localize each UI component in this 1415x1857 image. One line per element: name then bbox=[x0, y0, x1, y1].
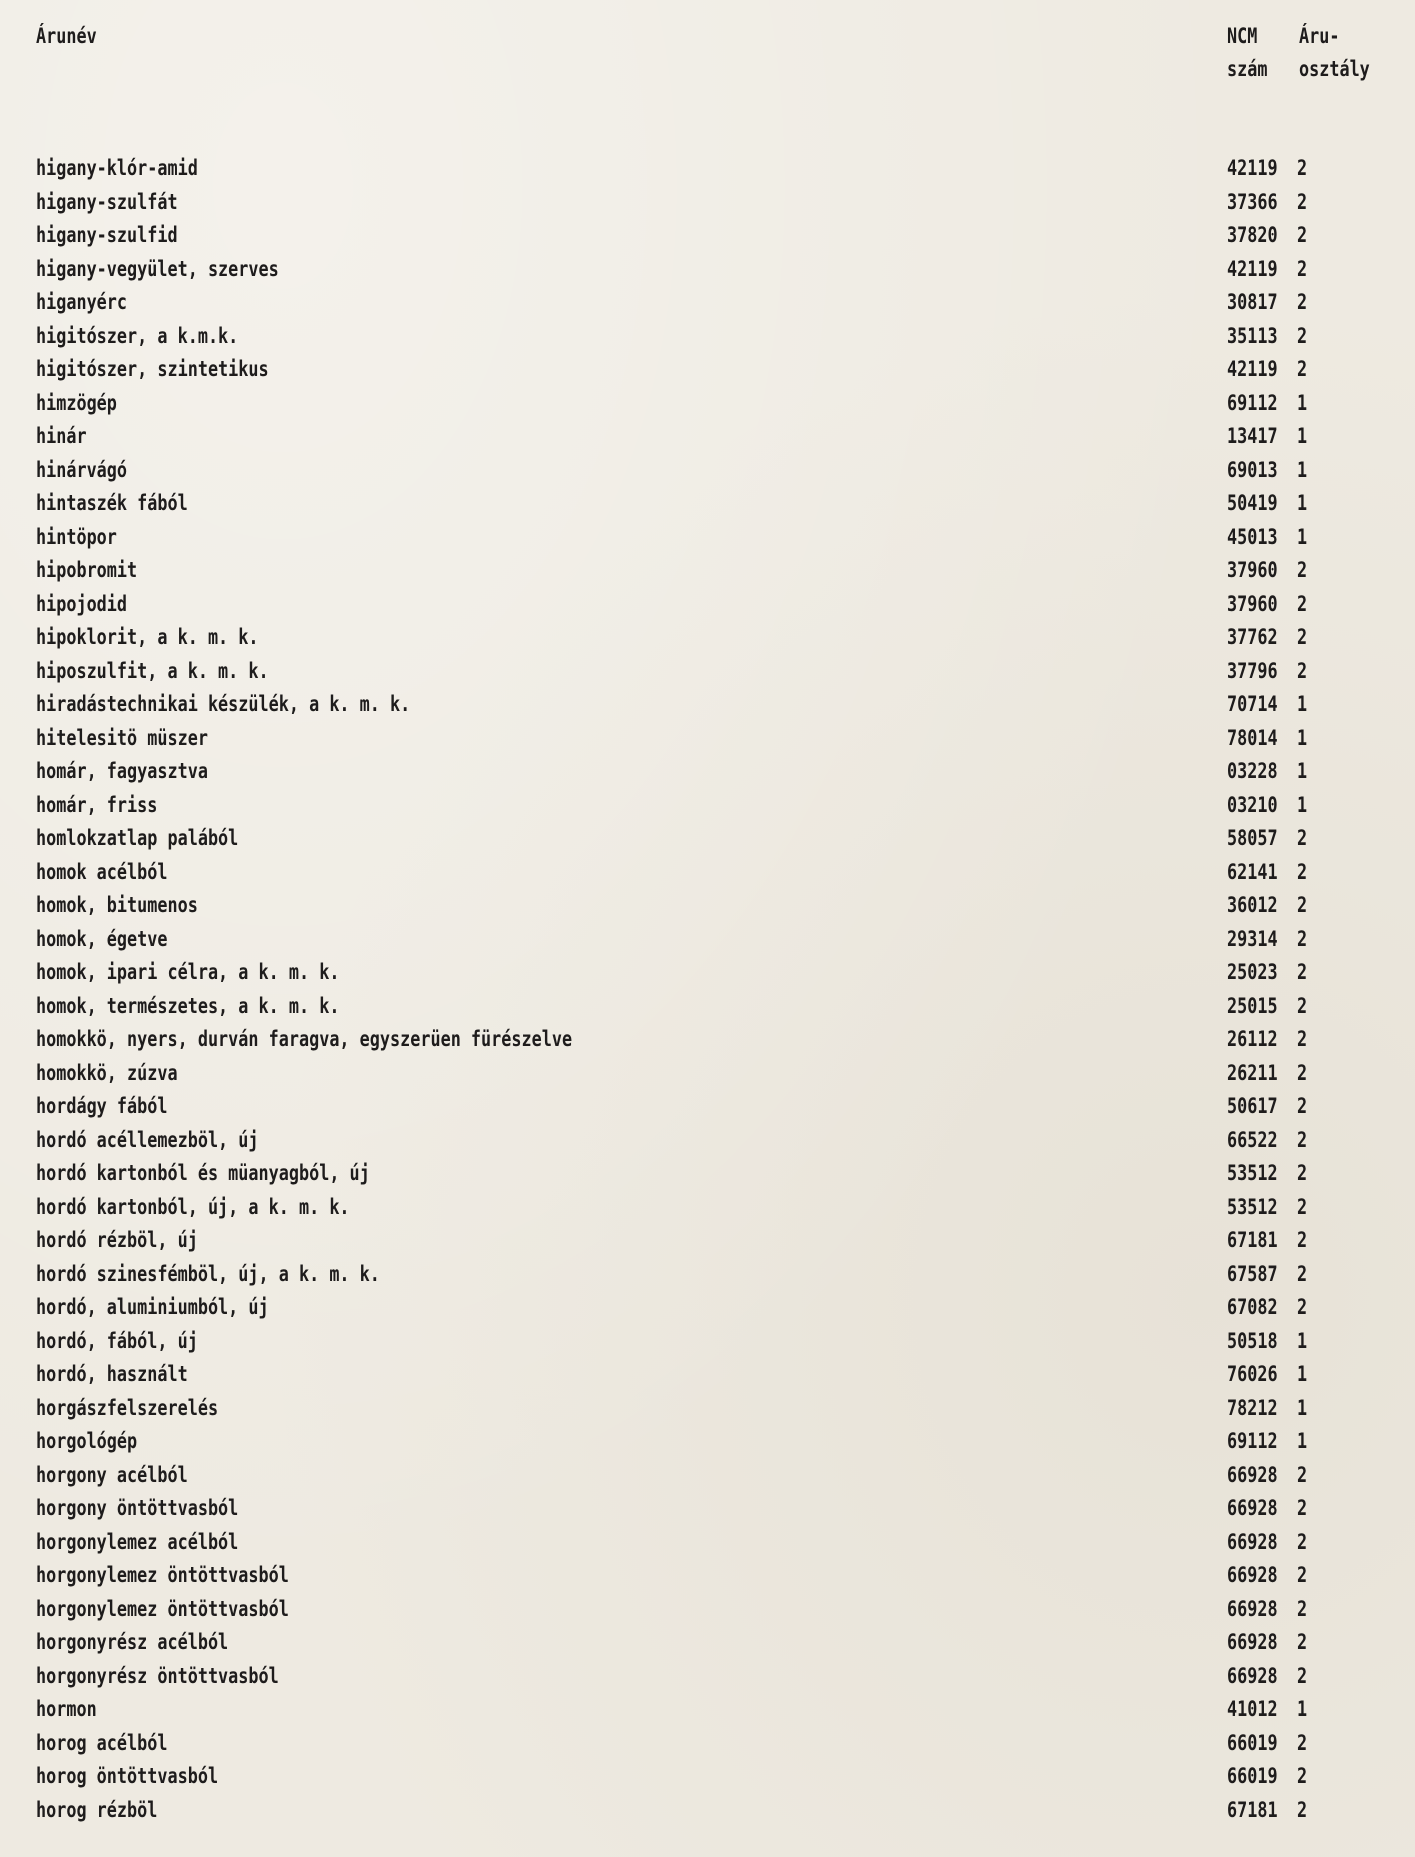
product-class: 2 bbox=[1297, 1563, 1308, 1587]
list-item bbox=[0, 1124, 1415, 1158]
ncm-number: 42119 bbox=[1227, 357, 1278, 381]
product-class: 2 bbox=[1297, 926, 1308, 951]
product-name: horgony öntöttvasból bbox=[36, 1496, 239, 1520]
list-item bbox=[0, 990, 1415, 1024]
list-item bbox=[0, 1258, 1415, 1292]
product-class: 2 bbox=[1297, 625, 1308, 649]
list-item bbox=[0, 923, 1415, 957]
product-class: 1 bbox=[1297, 491, 1308, 515]
ncm-number: 66928 bbox=[1227, 1563, 1278, 1587]
ncm-number: 66019 bbox=[1227, 1764, 1278, 1788]
ncm-number: 67082 bbox=[1227, 1295, 1278, 1319]
ncm-number: 26211 bbox=[1227, 1060, 1278, 1085]
list-item bbox=[0, 1057, 1415, 1091]
product-name: homok, égetve bbox=[36, 926, 168, 951]
list-item bbox=[0, 655, 1415, 689]
product-class: 2 bbox=[1297, 1797, 1308, 1822]
product-class: 1 bbox=[1297, 424, 1308, 448]
product-name: homok acélból bbox=[36, 859, 168, 884]
product-class: 2 bbox=[1297, 1529, 1308, 1554]
product-name: hinár bbox=[36, 424, 87, 448]
product-class: 2 bbox=[1297, 156, 1308, 180]
product-class: 2 bbox=[1297, 256, 1308, 281]
product-name: himzögép bbox=[36, 390, 117, 415]
ncm-number: 03228 bbox=[1227, 759, 1278, 783]
product-class: 2 bbox=[1297, 1060, 1308, 1085]
list-item bbox=[0, 1693, 1415, 1727]
product-class: 1 bbox=[1297, 457, 1308, 482]
list-item bbox=[0, 621, 1415, 655]
product-class: 2 bbox=[1297, 1630, 1308, 1654]
product-name: hordó, használt bbox=[36, 1362, 188, 1386]
product-class: 1 bbox=[1297, 725, 1308, 750]
product-name: hormon bbox=[36, 1697, 97, 1721]
product-class: 2 bbox=[1297, 859, 1308, 884]
product-name: higitószer, a k.m.k. bbox=[36, 323, 239, 348]
list-item bbox=[0, 755, 1415, 789]
product-class: 2 bbox=[1297, 223, 1308, 247]
product-class: 2 bbox=[1297, 1261, 1308, 1286]
ncm-number: 66928 bbox=[1227, 1630, 1278, 1654]
list-item bbox=[0, 1794, 1415, 1828]
product-class: 1 bbox=[1297, 692, 1308, 716]
column-header-class bbox=[1299, 20, 1370, 86]
list-item bbox=[0, 1459, 1415, 1493]
ncm-number: 13417 bbox=[1227, 424, 1278, 448]
ncm-number: 53512 bbox=[1227, 1161, 1278, 1185]
product-name: hipobromit bbox=[36, 558, 138, 582]
product-name: hordó, aluminiumból, új bbox=[36, 1295, 269, 1319]
ncm-number: 67587 bbox=[1227, 1261, 1278, 1286]
list-item bbox=[0, 1660, 1415, 1694]
list-item bbox=[0, 1358, 1415, 1392]
ncm-number: 42119 bbox=[1227, 156, 1278, 180]
product-name: horgonylemez acélból bbox=[36, 1529, 239, 1554]
product-name: hordó rézböl, új bbox=[36, 1228, 198, 1252]
list-item bbox=[0, 1291, 1415, 1325]
list-item bbox=[0, 186, 1415, 220]
ncm-number: 26112 bbox=[1227, 1027, 1278, 1051]
product-name: horgonyrész öntöttvasból bbox=[36, 1663, 279, 1688]
product-list bbox=[0, 152, 1415, 1827]
product-class: 2 bbox=[1297, 1127, 1308, 1152]
ncm-number: 78014 bbox=[1227, 725, 1278, 750]
product-name: homok, bitumenos bbox=[36, 893, 198, 917]
list-item bbox=[0, 420, 1415, 454]
list-item bbox=[0, 1224, 1415, 1258]
product-class: 1 bbox=[1297, 390, 1308, 415]
ncm-number: 62141 bbox=[1227, 859, 1278, 884]
column-header-class-line2: osztály bbox=[1299, 57, 1370, 81]
product-class: 2 bbox=[1297, 960, 1308, 984]
list-item bbox=[0, 1626, 1415, 1660]
ncm-number: 66928 bbox=[1227, 1529, 1278, 1554]
product-class: 2 bbox=[1297, 1295, 1308, 1319]
product-class: 2 bbox=[1297, 1094, 1308, 1118]
product-name: higitószer, szintetikus bbox=[36, 357, 269, 381]
ncm-number: 58057 bbox=[1227, 826, 1278, 850]
list-item bbox=[0, 856, 1415, 890]
column-header-ncm-line1: NCM bbox=[1227, 24, 1258, 48]
ncm-number: 70714 bbox=[1227, 692, 1278, 716]
ncm-number: 66019 bbox=[1227, 1730, 1278, 1755]
product-name: higany-szulfát bbox=[36, 189, 178, 214]
list-item bbox=[0, 521, 1415, 555]
product-class: 1 bbox=[1297, 524, 1308, 549]
ncm-number: 25015 bbox=[1227, 993, 1278, 1018]
product-name: higanyérc bbox=[36, 290, 128, 314]
ncm-number: 78212 bbox=[1227, 1395, 1278, 1420]
list-item bbox=[0, 822, 1415, 856]
list-item bbox=[0, 1760, 1415, 1794]
ncm-number: 37960 bbox=[1227, 558, 1278, 582]
product-name: horgonylemez öntöttvasból bbox=[36, 1563, 289, 1587]
list-item bbox=[0, 588, 1415, 622]
list-item bbox=[0, 1727, 1415, 1761]
product-name: hordó, fából, új bbox=[36, 1328, 198, 1353]
product-class: 2 bbox=[1297, 1596, 1308, 1621]
product-class: 1 bbox=[1297, 1362, 1308, 1386]
list-item bbox=[0, 1425, 1415, 1459]
list-item bbox=[0, 253, 1415, 287]
ncm-number: 66522 bbox=[1227, 1127, 1278, 1152]
ncm-number: 66928 bbox=[1227, 1596, 1278, 1621]
product-class: 2 bbox=[1297, 658, 1308, 683]
list-item bbox=[0, 353, 1415, 387]
product-name: hipoklorit, a k. m. k. bbox=[36, 625, 259, 649]
list-item bbox=[0, 1325, 1415, 1359]
product-name: homok, ipari célra, a k. m. k. bbox=[36, 960, 340, 984]
product-class: 2 bbox=[1297, 1663, 1308, 1688]
product-class: 2 bbox=[1297, 1161, 1308, 1185]
product-name: horog öntöttvasból bbox=[36, 1764, 219, 1788]
product-class: 2 bbox=[1297, 290, 1308, 314]
ncm-number: 67181 bbox=[1227, 1797, 1278, 1822]
product-class: 2 bbox=[1297, 558, 1308, 582]
product-class: 1 bbox=[1297, 759, 1308, 783]
list-item bbox=[0, 1392, 1415, 1426]
ncm-number: 66928 bbox=[1227, 1663, 1278, 1688]
list-item bbox=[0, 1526, 1415, 1560]
ncm-number: 69013 bbox=[1227, 457, 1278, 482]
ncm-number: 37762 bbox=[1227, 625, 1278, 649]
list-item bbox=[0, 487, 1415, 521]
list-item bbox=[0, 152, 1415, 186]
list-item bbox=[0, 219, 1415, 253]
product-name: horgony acélból bbox=[36, 1462, 188, 1487]
ncm-number: 36012 bbox=[1227, 893, 1278, 917]
list-item bbox=[0, 1559, 1415, 1593]
product-class: 1 bbox=[1297, 1395, 1308, 1420]
product-class: 1 bbox=[1297, 1429, 1308, 1453]
ncm-number: 30817 bbox=[1227, 290, 1278, 314]
ncm-number: 76026 bbox=[1227, 1362, 1278, 1386]
product-class: 1 bbox=[1297, 1697, 1308, 1721]
ncm-number: 66928 bbox=[1227, 1496, 1278, 1520]
product-class: 2 bbox=[1297, 826, 1308, 850]
product-name: homokkö, zúzva bbox=[36, 1060, 178, 1085]
list-item bbox=[0, 454, 1415, 488]
product-class: 2 bbox=[1297, 591, 1308, 616]
product-class: 2 bbox=[1297, 1194, 1308, 1219]
ncm-number: 69112 bbox=[1227, 1429, 1278, 1453]
product-name: homokkö, nyers, durván faragva, egyszerüen fürészelve bbox=[36, 1027, 573, 1051]
product-name: higany-szulfid bbox=[36, 223, 178, 247]
product-name: homok, természetes, a k. m. k. bbox=[36, 993, 340, 1018]
product-class: 2 bbox=[1297, 189, 1308, 214]
list-item bbox=[0, 889, 1415, 923]
product-class: 2 bbox=[1297, 1462, 1308, 1487]
column-header-class-line1: Áru- bbox=[1299, 24, 1340, 48]
column-header-name: Árunév bbox=[36, 24, 97, 48]
list-item bbox=[0, 722, 1415, 756]
ncm-number: 37820 bbox=[1227, 223, 1278, 247]
product-name: hiposzulfit, a k. m. k. bbox=[36, 658, 269, 683]
product-class: 1 bbox=[1297, 1328, 1308, 1353]
ncm-number: 37960 bbox=[1227, 591, 1278, 616]
ncm-number: 41012 bbox=[1227, 1697, 1278, 1721]
list-item bbox=[0, 956, 1415, 990]
ncm-number: 37796 bbox=[1227, 658, 1278, 683]
list-item bbox=[0, 554, 1415, 588]
list-item bbox=[0, 1191, 1415, 1225]
product-name: higany-vegyület, szerves bbox=[36, 256, 279, 281]
product-name: horgonyrész acélból bbox=[36, 1630, 229, 1654]
product-name: hintöpor bbox=[36, 524, 117, 549]
product-class: 2 bbox=[1297, 323, 1308, 348]
product-name: horgonylemez öntöttvasból bbox=[36, 1596, 289, 1621]
list-item bbox=[0, 1157, 1415, 1191]
ncm-number: 29314 bbox=[1227, 926, 1278, 951]
product-name: hordó kartonból és müanyagból, új bbox=[36, 1161, 370, 1185]
product-name: hipojodid bbox=[36, 591, 128, 616]
list-item bbox=[0, 1023, 1415, 1057]
ncm-number: 42119 bbox=[1227, 256, 1278, 281]
ncm-number: 69112 bbox=[1227, 390, 1278, 415]
product-name: higany-klór-amid bbox=[36, 156, 198, 180]
product-class: 2 bbox=[1297, 357, 1308, 381]
list-item bbox=[0, 286, 1415, 320]
product-name: homár, friss bbox=[36, 792, 158, 817]
product-name: hordó acéllemezböl, új bbox=[36, 1127, 259, 1152]
ncm-number: 50617 bbox=[1227, 1094, 1278, 1118]
product-name: horog rézböl bbox=[36, 1797, 158, 1822]
list-item bbox=[0, 387, 1415, 421]
ncm-number: 67181 bbox=[1227, 1228, 1278, 1252]
product-name: hordó kartonból, új, a k. m. k. bbox=[36, 1194, 350, 1219]
list-item bbox=[0, 1492, 1415, 1526]
product-class: 2 bbox=[1297, 1764, 1308, 1788]
list-item bbox=[0, 688, 1415, 722]
product-class: 2 bbox=[1297, 993, 1308, 1018]
product-name: hordágy fából bbox=[36, 1094, 168, 1118]
product-name: hintaszék fából bbox=[36, 491, 188, 515]
product-class: 1 bbox=[1297, 792, 1308, 817]
product-class: 2 bbox=[1297, 893, 1308, 917]
product-name: hitelesitö müszer bbox=[36, 725, 208, 750]
list-item bbox=[0, 1593, 1415, 1627]
ncm-number: 66928 bbox=[1227, 1462, 1278, 1487]
product-name: horgászfelszerelés bbox=[36, 1395, 219, 1420]
ncm-number: 37366 bbox=[1227, 189, 1278, 214]
product-class: 2 bbox=[1297, 1228, 1308, 1252]
ncm-number: 53512 bbox=[1227, 1194, 1278, 1219]
ncm-number: 50419 bbox=[1227, 491, 1278, 515]
list-item bbox=[0, 320, 1415, 354]
ncm-number: 35113 bbox=[1227, 323, 1278, 348]
list-item bbox=[0, 789, 1415, 823]
product-name: homlokzatlap palából bbox=[36, 826, 239, 850]
product-name: homár, fagyasztva bbox=[36, 759, 208, 783]
product-name: hordó szinesfémböl, új, a k. m. k. bbox=[36, 1261, 380, 1286]
product-class: 2 bbox=[1297, 1730, 1308, 1755]
ncm-number: 45013 bbox=[1227, 524, 1278, 549]
list-item bbox=[0, 1090, 1415, 1124]
product-name: horog acélból bbox=[36, 1730, 168, 1755]
product-name: hiradástechnikai készülék, a k. m. k. bbox=[36, 692, 411, 716]
column-header-ncm bbox=[1227, 20, 1267, 86]
product-class: 2 bbox=[1297, 1496, 1308, 1520]
ncm-number: 03210 bbox=[1227, 792, 1278, 817]
column-header-ncm-line2: szám bbox=[1227, 57, 1268, 81]
ncm-number: 50518 bbox=[1227, 1328, 1278, 1353]
ncm-number: 25023 bbox=[1227, 960, 1278, 984]
product-name: horgológép bbox=[36, 1429, 138, 1453]
product-class: 2 bbox=[1297, 1027, 1308, 1051]
product-name: hinárvágó bbox=[36, 457, 128, 482]
